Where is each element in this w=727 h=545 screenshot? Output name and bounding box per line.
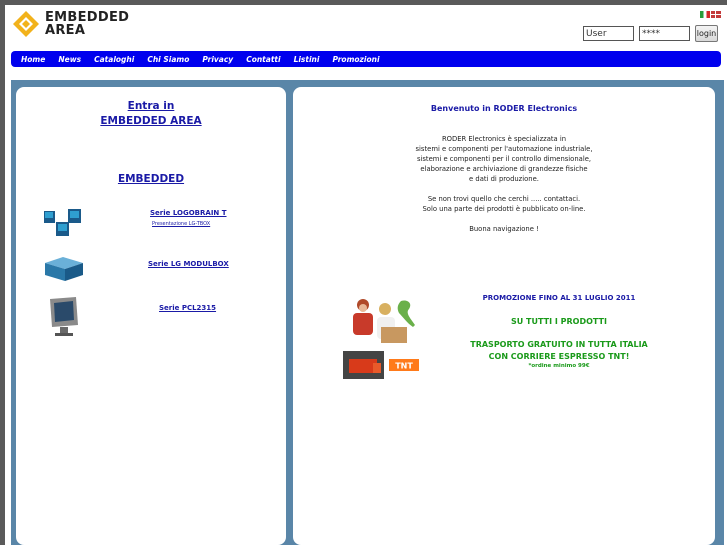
welcome-title: Benvenuto in RODER Electronics [430,104,578,113]
body-line: RODER Electronics è specializzata in [441,135,567,143]
flag-uk-icon[interactable] [711,11,721,18]
logo-line1: EMBEDDED [45,10,130,25]
flag-italy-icon[interactable] [700,11,710,18]
tnt-logo: TNT [395,361,413,371]
page-frame [5,5,727,545]
pcl2315-link[interactable]: Serie PCL2315 [159,304,217,312]
lg-tbox-presentation-link[interactable]: Presentazione LG-TBOX [152,221,211,227]
body-line: sistemi e componenti per il controllo dimensionale, [416,155,592,163]
nav-cataloghi[interactable]: Cataloghi [94,54,135,64]
body-line: Se non trovi quello che cerchi ..... contattaci. [427,195,581,203]
right-panel [293,87,715,545]
logo-line2: AREA [45,23,86,38]
welcome-body [293,134,715,234]
modulbox-product-image[interactable] [43,255,85,283]
pcl2315-product-image[interactable] [46,295,82,337]
entra-line2: EMBEDDED AREA [100,115,202,127]
password-input[interactable] [639,26,690,41]
body-line: sistemi e componenti per l'automazione industriale, [415,145,593,153]
diamond-logo-icon [11,9,41,39]
left-panel [16,87,286,545]
promo-shipping [459,339,659,363]
entra-line1: Entra in [127,100,175,112]
body-line [293,184,715,194]
language-flags [700,11,722,19]
embedded-section-link[interactable]: EMBEDDED [117,173,185,185]
courier-promo-image [343,297,423,381]
login-button[interactable]: login [695,25,718,42]
logobrain-product-image[interactable] [42,208,84,240]
nav-listini[interactable]: Listini [293,54,320,64]
nav-promozioni[interactable]: Promozioni [332,54,380,64]
logobrain-t-link[interactable]: Serie LOGOBRAIN T [150,209,227,217]
body-line: Buona navigazione ! [469,225,539,233]
nav-privacy[interactable]: Privacy [202,54,234,64]
nav-chi-siamo[interactable]: Chi Siamo [147,54,190,64]
body-line: Solo una parte dei prodotti è pubblicato on-line. [422,205,586,213]
promo-all-products: SU TUTTI I PRODOTTI [511,317,607,326]
body-line: e dati di produzione. [469,175,539,183]
body-line [293,214,715,224]
nav-news[interactable]: News [58,54,82,64]
promo-line1: TRASPORTO GRATUITO IN TUTTA ITALIA [470,340,648,349]
embedded-area-link[interactable] [16,99,286,129]
username-input[interactable] [583,26,634,41]
promo-minimum-order: *ordine minimo 99€ [528,363,590,369]
nav-contatti[interactable]: Contatti [246,54,281,64]
body-line: elaborazione e archiviazione di grandezze fisiche [420,165,588,173]
promo-line2: CON CORRIERE ESPRESSO TNT! [488,352,630,361]
nav-home[interactable]: Home [21,54,46,64]
embedded-area-logo[interactable] [11,9,151,43]
main-navbar [11,51,721,67]
promo-title: PROMOZIONE FINO AL 31 LUGLIO 2011 [482,294,636,302]
logo-text [45,11,129,37]
lg-modulbox-link[interactable]: Serie LG MODULBOX [148,260,229,268]
